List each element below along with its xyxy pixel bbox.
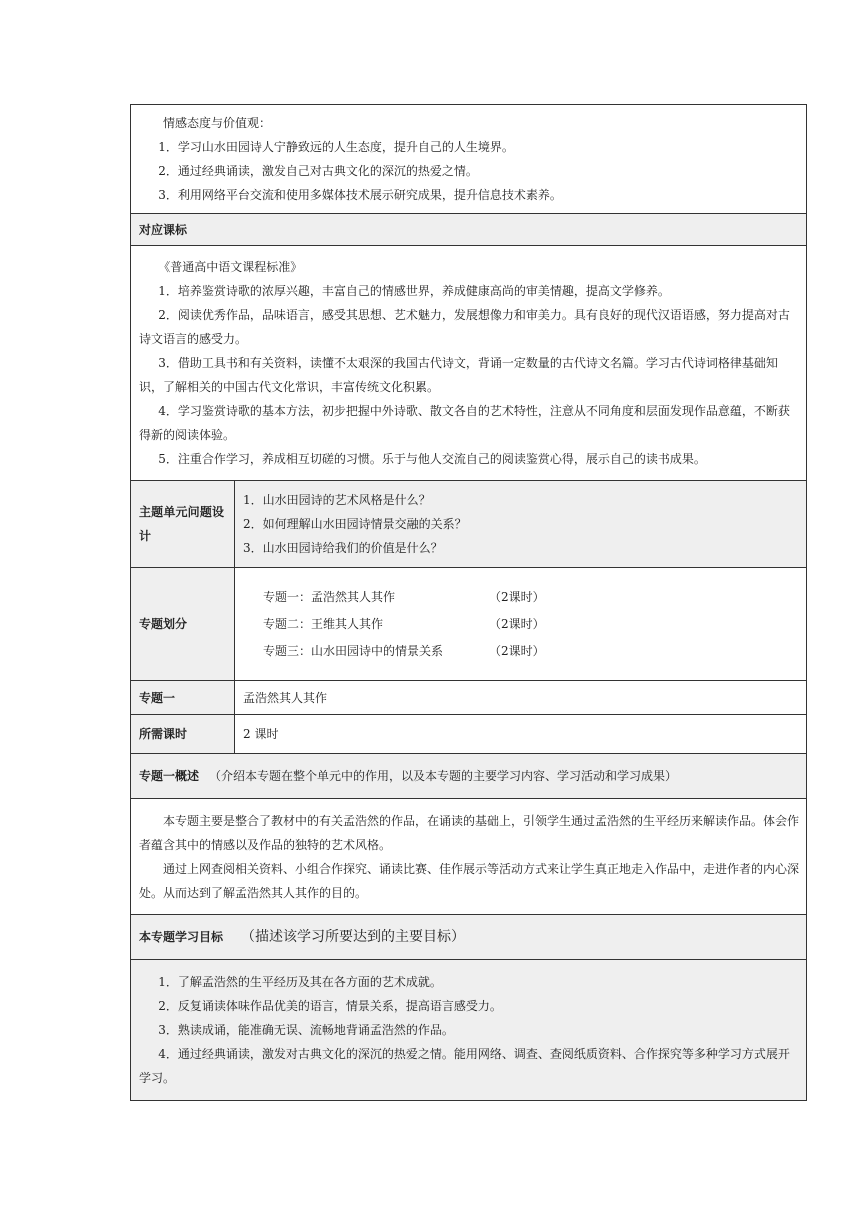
topic-title: 专题二：王维其人其作: [263, 616, 384, 631]
topic-title: 专题一：孟浩然其人其作: [263, 589, 396, 604]
goals-cell: [131, 960, 807, 1101]
emotion-item: 3．利用网络平台交流和使用多媒体技术展示研究成果，提升信息技术素养。: [158, 188, 562, 202]
standards-item: 1．培养鉴赏诗歌的浓厚兴趣，丰富自己的情感世界，养成健康高尚的审美情趣，提高文学修养。: [158, 284, 670, 298]
question-item: 2．如何理解山水田园诗情景交融的关系？: [243, 517, 467, 531]
questions-label: 主题单元问题设计: [131, 481, 235, 568]
standards-item: 5．注重合作学习，养成相互切磋的习惯。乐于与他人交流自己的阅读鉴赏心得，展示自己的读书成果。: [158, 452, 706, 466]
topic-title: 专题三：山水田园诗中的情景关系: [263, 643, 444, 658]
overview-paragraph: 通过上网查阅相关资料、小组合作探究、诵读比赛、佳作展示等活动方式来让学生真正地走入作品中，走进作者的内心深处。从而达到了解孟浩然其人其作的目的。: [139, 861, 800, 900]
goals-header-row: [131, 915, 807, 960]
overview-cell: [131, 799, 807, 915]
topic-item: [235, 584, 806, 611]
goal-item: 4．通过经典诵读，激发对古典文化的深沉的热爱之情。能用网络、调查、查阅纸质资料、合作探究等多种学习方式展开学习。: [139, 1047, 790, 1085]
lesson-plan-table: [130, 104, 807, 1101]
hours-value: 2 课时: [235, 715, 807, 754]
topics-cell: [235, 568, 807, 681]
hours-label: 所需课时: [131, 715, 235, 754]
emotion-item: 2．通过经典诵读，激发自己对古典文化的深沉的热爱之情。: [158, 164, 478, 178]
emotion-row: [131, 105, 807, 214]
emotion-title: 情感态度与价值观：: [163, 116, 272, 130]
goal-item: 1．了解孟浩然的生平经历及其在各方面的艺术成就。: [158, 975, 442, 989]
goal-item: 2．反复诵读体味作品优美的语言，情景关系，提高语言感受力。: [158, 999, 502, 1013]
overview-header-row: [131, 754, 807, 799]
topic1-value: 孟浩然其人其作: [235, 681, 807, 715]
topic-item: [235, 611, 806, 638]
questions-row: [131, 481, 807, 568]
goals-row: [131, 960, 807, 1101]
goals-note: （描述该学习所要达到的主要目标）: [241, 929, 466, 945]
standards-cell: [131, 246, 807, 481]
overview-note: （介绍本专题在整个单元中的作用，以及本专题的主要学习内容、学习活动和学习成果）: [209, 769, 678, 783]
goals-title: 本专题学习目标: [139, 930, 224, 944]
topic-item: [235, 638, 806, 665]
goal-item: 3．熟读成诵，能准确无误、流畅地背诵孟浩然的作品。: [158, 1023, 454, 1037]
standards-header: 对应课标: [131, 214, 807, 246]
topic1-label: 专题一: [131, 681, 235, 715]
standards-row: [131, 246, 807, 481]
topic1-row: [131, 681, 807, 715]
overview-row: [131, 799, 807, 915]
emotion-item: 1．学习山水田园诗人宁静致远的人生态度，提升自己的人生境界。: [158, 140, 514, 154]
questions-cell: [235, 481, 807, 568]
standards-title: 《普通高中语文课程标准》: [158, 260, 303, 274]
question-item: 1．山水田园诗的艺术风格是什么？: [243, 493, 431, 507]
standards-item: 2．阅读优秀作品，品味语言，感受其思想、艺术魅力，发展想像力和审美力。具有良好的现代汉语语感，努力提高对古诗文语言的感受力。: [139, 308, 790, 346]
overview-title: 专题一概述: [139, 769, 200, 783]
topics-label: 专题划分: [131, 568, 235, 681]
standards-header-row: [131, 214, 807, 246]
overview-paragraph: 本专题主要是整合了教材中的有关孟浩然的作品，在诵读的基础上，引领学生通过孟浩然的生平经历来解读作品。体会作者蕴含其中的情感以及作品的独特的艺术风格。: [139, 813, 800, 852]
hours-row: [131, 715, 807, 754]
topics-row: [131, 568, 807, 681]
topic-hours: （2课时）: [489, 616, 545, 631]
standards-item: 3．借助工具书和有关资料，读懂不太艰深的我国古代诗文，背诵一定数量的古代诗文名篇。学习古代诗词格律基础知识，了解相关的中国古代文化常识，丰富传统文化积累。: [139, 356, 778, 394]
topic-hours: （2课时）: [489, 589, 545, 604]
emotion-cell: [131, 105, 807, 214]
overview-header: [131, 754, 807, 799]
goals-header: [131, 915, 807, 960]
question-item: 3．山水田园诗给我们的价值是什么？: [243, 541, 443, 555]
topic-hours: （2课时）: [489, 643, 545, 658]
standards-item: 4．学习鉴赏诗歌的基本方法，初步把握中外诗歌、散文各自的艺术特性，注意从不同角度和层面发现作品意蕴，不断获得新的阅读体验。: [139, 404, 790, 442]
